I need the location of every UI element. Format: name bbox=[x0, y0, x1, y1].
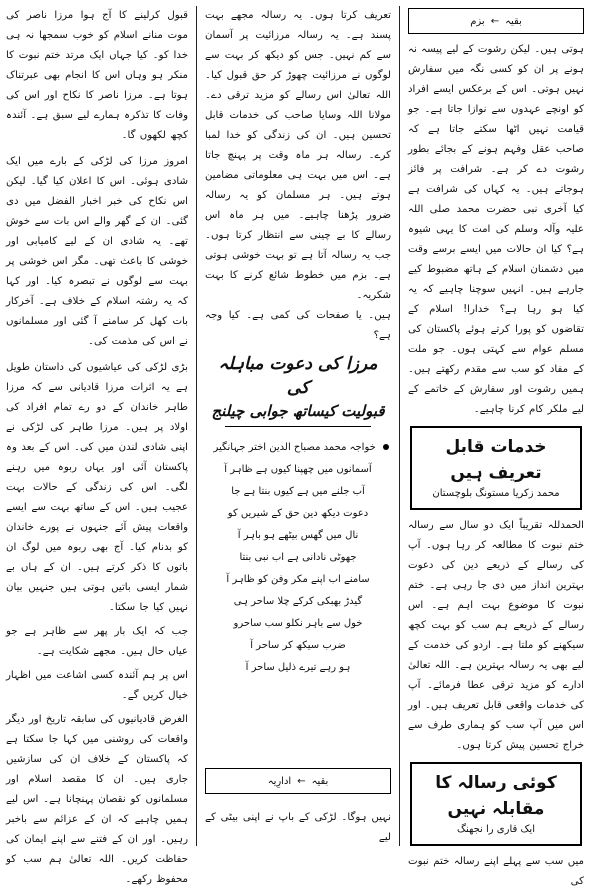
headline: خدمات قابل تعریف ہیں bbox=[445, 437, 547, 483]
column-divider bbox=[399, 6, 400, 846]
article-text: بڑی لڑکی کی عیاشیوں کی داستان طویل ہے یہ اثرات مرزا قادیانی سے کہ مرزا طاہر خاندان کے دو رے تمام افراد کی اولاد پر ہیں۔ مرزا طاہر کی لڑکی نے اپنی شادی لندن میں کی۔ اس کے بعد وہ پاکستان آئی اور یہاں ربوہ میں رہنے لگی۔ اس کی زندگی کے حالات بہت عجیب ہیں۔ اس کے ساتھ بہت سے ایسے واقعات پیش آئے جنہوں نے پورے خاندان کو بدنام کیا۔ آج بھی ربوہ میں لوگ ان باتوں کا ذکر کرتے ہیں۔ ان کے ہاں بے شمار ایسی باتیں ہوتی ہیں جنہیں بیان نہیں کیا جا سکتا۔ bbox=[6, 362, 188, 613]
poem-line: آسمانوں میں چھپنا کیوں ہے ظاہر آ bbox=[224, 464, 372, 475]
poem-line: آب جلنے میں ہے کیوں بنتا ہے جا bbox=[231, 486, 365, 497]
article-text: امروز مرزا کی لڑکی کے بارے میں ایک شادی ہوئی۔ اس کا اعلان کیا گیا۔ لیکن اس نکاح کی خبر اخبار الفضل میں دی گئی۔ ان کے گھر والے اس بات سے خوش تھے۔ یہ شادی ان کے لیے کامیابی اور خوشی کا باعث تھی۔ مگر اس خوشی پر بہت سے لوگوں نے تبصرہ کیا۔ اور کہا کہ یہ رشتہ اسلام کے خلاف ہے۔ آخرکار بات کھل کر سامنے آ گئی اور مسلمانوں نے اس کی مذمت کی۔ bbox=[6, 156, 188, 347]
right-column bbox=[402, 0, 590, 887]
article-text: ہیں۔ یا صفحات کی کمی ہے۔ کیا وجہ ہے؟ bbox=[205, 310, 391, 341]
article-text: الحمدللہ تقریباً ایک دو سال سے رسالہ ختم نبوت کا مطالعہ کر رہا ہوں۔ آپ کی رسالے کے ذریعے دین کی دعوت بہترین انداز میں دی جا رہی ہے۔ ختم نبوت کا موضوع بہت اہم ہے۔ اس رسالے کے ذریعے ہم سب کو بہت کچھ سیکھنے کو ملتا ہے۔ اردو کی خدمت کے لیے بھی یہ رسالہ بہترین ہے۔ اللہ تعالیٰ ادارے کو مزید ترقی عطا فرمائے۔ آپ کی خدمات واقعی قابل تعریف ہیں۔ اور اس میں آپ سب کو ہماری طرف سے خراج تحسین پیش کرتا ہوں۔ bbox=[408, 520, 584, 751]
article-text: نہیں ہوگا۔ لڑکی کے باپ نے اپنی بیٹی کے لیے bbox=[205, 812, 391, 843]
arrow-icon: ← bbox=[490, 15, 500, 27]
headline: کوئی رسالہ کا مقابلہ نہیں bbox=[435, 773, 557, 819]
middle-column bbox=[199, 0, 397, 852]
poem-subtitle: قبولیت کیساتھ جوابی چیلنج bbox=[211, 402, 385, 420]
article-text: ہوتی ہیں۔ لیکن رشوت کے لیے پیسہ نہ ہونے پر ان کو کسی نگہ میں سفارش نہیں ہوتی۔ اس کے برعکس ایسے افراد کو اونچے عہدوں سے نوازا جاتا ہے۔ جو قیامت نہیں اٹھا سکتے جاتا ہے کہ صاحب عقل وفہم ہونے کے بجائے بطور رشوت دے کر ہے۔ شرافت پر فائز ہوجاتے ہیں۔ یہ کہاں کی شرافت ہے کیا آخری نبی حضرت محمد صلی اللہ علیہ وآلہ وسلم کی امت کا یہی شیوہ ہے؟ کیا ان حالات میں ایسے برسے وقت میں دشمنان اسلام کے ہاتھ مضبوط کیے جارہے ہیں۔ انہیں سوچنا چاہیے کہ یہ کیا ہو رہا ہے؟ خدارا! اسلام کے تقاضوں کو پورا کرتے ہوئے پاکستان کی مسلم عوام سے کہتی ہوں۔ جو ملت کے مفاد کو سب سے مقدم رکھتے ہیں۔ ہمیں رشوت اور سفارش کے خاتمے کے لیے ملکر کام کرنا چاہیے۔ bbox=[408, 44, 584, 415]
byline: ایک قاری را نجھنگ bbox=[457, 824, 535, 835]
article-text: تعریف کرتا ہوں۔ یہ رسالہ مجھے بہت پسند ہے۔ یہ رسالہ مرزائیت پر آسمان سے کم نہیں۔ جس کو دیکھ کر بہت سے لوگوں نے مرزائیت چھوڑ کر حق قبول کیا۔ اللہ تعالیٰ اس رسالے کو مزید ترقی دے۔ مولانا اللہ وسایا صاحب کی خدمات قابل تحسین ہیں۔ ان کی زندگی کو خدا لمبا کرے۔ رسالہ ہر ماہ وقت پر پہنچ جاتا ہے۔ اس میں بہت ہی معلوماتی مضامین ہوتے ہیں۔ ہر مسلمان کو یہ رسالہ ضرور پڑھنا چاہیے۔ میں ہر ماہ اس رسالے کا بے چینی سے انتظار کرتا ہوں۔ جب یہ رسالہ آتا ہے تو بہت خوشی ہوتی ہے۔ بزم میں خطوط شائع کرنے کا بہت شکریہ۔ bbox=[205, 10, 391, 301]
poem-author bbox=[199, 437, 397, 459]
section-label: بقیہ bbox=[505, 15, 522, 27]
section-header-bazm bbox=[408, 8, 584, 34]
divider bbox=[225, 426, 371, 427]
poem-line: خول سے باہر نکلو سب ساحرو bbox=[233, 618, 363, 629]
headline-box bbox=[410, 426, 582, 510]
article-text: الغرض قادیانیوں کی سابقہ تاریخ اور دیگر واقعات کی روشنی میں کہا جا سکتا ہے کہ پاکستان کے خلاف ان کی سازشیں جاری ہیں۔ ان کا مقصد اسلام اور مسلمانوں کو نقصان پہنچانا ہے۔ اس لیے ہمیں چاہیے کہ ان کے عزائم سے باخبر رہیں۔ اور ان کے فتنے سے اپنے ایمان کی حفاظت کریں۔ اللہ تعالیٰ ہم سب کو محفوظ رکھے۔ bbox=[6, 714, 188, 885]
article-text: جب کہ ایک بار پھر سے ظاہر ہے جو عیاں حال ہیں۔ مجھے شکایت ہے۔ bbox=[6, 626, 188, 657]
poem-body bbox=[199, 459, 397, 679]
section-header-idariya bbox=[205, 768, 391, 794]
poem-line: سامنے اب اپنے مکر وفن کو ظاہر آ bbox=[226, 574, 370, 585]
section-label: بقیہ bbox=[311, 775, 329, 787]
poem-line: گیدڑ بھبکی کرکے چلا ساحر ہی bbox=[233, 596, 363, 607]
poem-line: ضرب سیکھ کر ساحر آ bbox=[250, 640, 346, 651]
byline: محمد زکریا مستونگ بلوچستان bbox=[432, 488, 560, 499]
left-column bbox=[0, 0, 194, 885]
poem-line: ہو رہے تیرے ذلیل ساحر آ bbox=[245, 662, 351, 673]
poem-line: نال میں گھس بیٹھے ہو باہر آ bbox=[237, 530, 359, 541]
author-name: خواجہ محمد مصباح الدین اختر جہانگیر bbox=[213, 442, 376, 453]
article-text: اس پر ہم آئندہ کسی اشاعت میں اظہار خیال کریں گے۔ bbox=[6, 670, 188, 701]
poem-line: دعوت دیکھ دین حق کے شیریں کو bbox=[227, 508, 369, 519]
column-divider bbox=[196, 6, 197, 846]
poem-heading bbox=[199, 346, 397, 437]
arrow-icon: ← bbox=[297, 775, 306, 787]
bullet-icon bbox=[383, 444, 389, 450]
poem-line: جھوٹی نادانی ہے اب نبی بنتا bbox=[239, 552, 357, 563]
poem-title: مرزا کی دعوت مباہلہ کی bbox=[218, 354, 378, 398]
headline-box bbox=[410, 762, 582, 846]
section-title: ادارِیہ bbox=[267, 775, 292, 787]
article-text: میں سب سے پہلے اپنے رسالہ ختم نبوت کی bbox=[408, 856, 584, 887]
article-text: قبول کرلینے کا آج ہوا مرزا ناصر کی موت منانے اسلام کو خوب سمجھا نہ ہی خدا کو۔ کیا جہاں ایک مرتد ختم نبوت کا منکر ہو وہاں اس کا انجام بھی عبرتناک ہوتا ہے۔ مرزا ناصر کا نکاح اور اس کی وفات کا تذکرہ ہمارے لیے سبق ہے۔ آئندہ کچھ لکھوں گا۔ bbox=[6, 10, 188, 141]
section-title: بزم bbox=[470, 15, 485, 27]
